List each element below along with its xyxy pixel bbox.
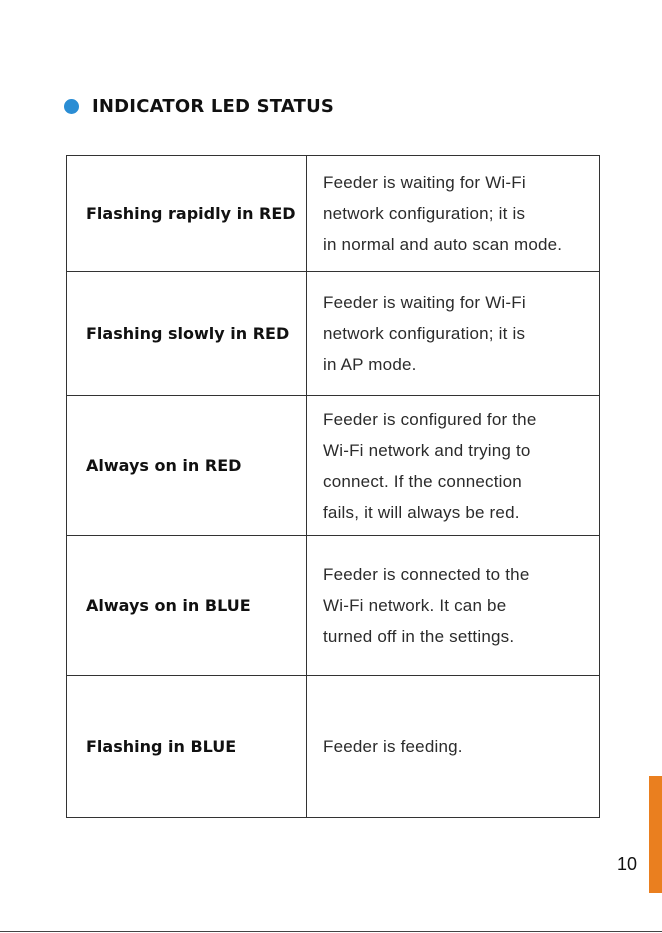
- description-line: fails, it will always be red.: [323, 502, 520, 522]
- bullet-dot-icon: [64, 99, 79, 114]
- led-status-table: [66, 155, 600, 818]
- table-row: [67, 272, 600, 396]
- table-row: [67, 536, 600, 676]
- led-status-label: Always on in RED: [67, 396, 307, 536]
- led-status-description: [307, 272, 600, 396]
- led-status-label: Flashing slowly in RED: [67, 272, 307, 396]
- description-line: Wi-Fi network and trying to: [323, 440, 531, 460]
- table-row: [67, 156, 600, 272]
- led-status-label: Always on in BLUE: [67, 536, 307, 676]
- description-line: Wi-Fi network. It can be: [323, 596, 507, 615]
- section-title: INDICATOR LED STATUS: [92, 96, 335, 117]
- led-status-label: Flashing rapidly in RED: [67, 156, 307, 272]
- description-line: in AP mode.: [323, 355, 417, 374]
- chapter-tab-marker: [649, 776, 662, 893]
- led-status-label: Flashing in BLUE: [67, 676, 307, 818]
- description-line: Feeder is waiting for Wi-Fi: [323, 293, 526, 312]
- description-line: Feeder is configured for the: [323, 409, 537, 429]
- table-row: [67, 396, 600, 536]
- description-line: network configuration; it is: [323, 324, 526, 343]
- led-status-description: [307, 676, 600, 818]
- description-line: turned off in the settings.: [323, 627, 515, 646]
- led-status-description: [307, 396, 600, 536]
- led-status-description: [307, 536, 600, 676]
- description-line: Feeder is connected to the: [323, 565, 530, 584]
- section-heading: [64, 96, 334, 117]
- page-number: 10: [617, 854, 638, 874]
- bottom-divider: [0, 931, 662, 932]
- description-line: network configuration; it is: [323, 204, 526, 223]
- description-line: Feeder is waiting for Wi-Fi: [323, 173, 526, 192]
- description-line: Feeder is feeding.: [323, 737, 463, 756]
- led-status-description: [307, 156, 600, 272]
- description-line: connect. If the connection: [323, 471, 522, 491]
- description-line: in normal and auto scan mode.: [323, 235, 563, 254]
- table-row: [67, 676, 600, 818]
